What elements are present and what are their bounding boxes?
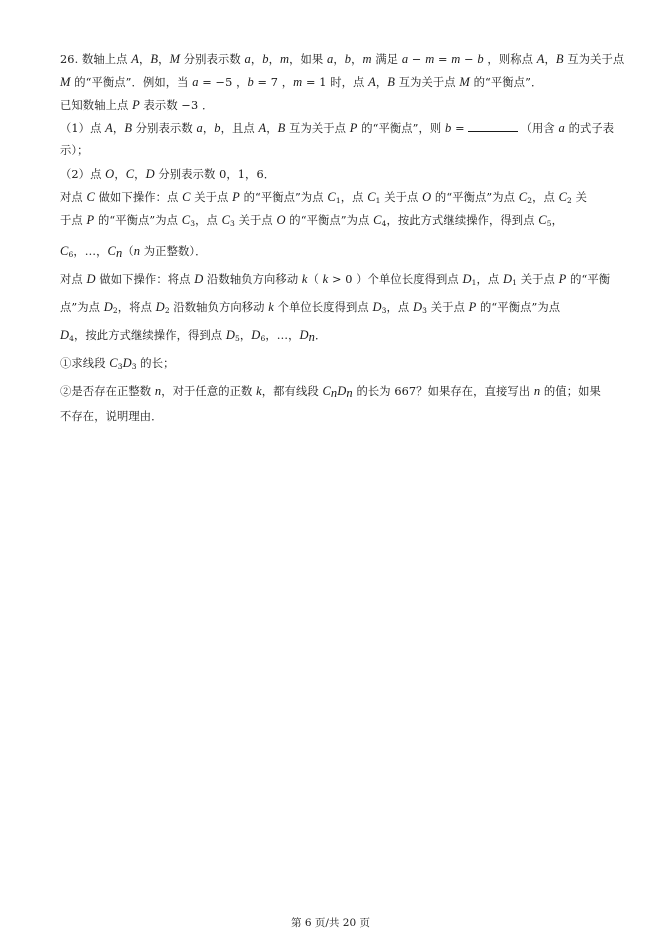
problem-line-3: 已知数轴上点 P 表示数 −3 ． (60, 98, 214, 112)
c-ops-line-3: $C_6$，…，$C_n(n$ 为正整数）． (60, 244, 207, 260)
answer-blank (468, 121, 518, 132)
question-2-line-2: 不存在，说明理由． (60, 410, 163, 423)
part1-line-2: 示）； (60, 144, 89, 157)
page-footer: 第 6 页/共 20 页 (291, 917, 370, 929)
part2-given: （2）点 O，C，D 分别表示数 0，1，6． (60, 167, 276, 181)
c-ops-line-1: 对点 C 做如下操作：点 C 关于点 P 的“平衡点”为点 $C_1$，点 $C_1$ 关于点 O 的“平衡点”为点 $C_2$，点 $C_2$ 关 (60, 190, 587, 205)
part1-line-1: （1）点 A，B 分别表示数 a，b，且点 A，B 互为关于点 P 的“平衡点”，则 b = （用含 a 的式子表 (60, 121, 615, 135)
problem-line-2: M 的“平衡点”．例如，当 a = −5 ，b = 7 ，m = 1 时，点 A，B 互为关于点 M 的“平衡点”． (60, 75, 543, 89)
problem-line-1: 26. 数轴上点 A，B，M 分别表示数 a，b，m，如果 a，b，m 满足 a − m = m − b ，则称点 A，B 互为关于点 (60, 52, 625, 66)
d-ops-line-1: 对点 D 做如下操作：将点 D 沿数轴负方向移动 k（ k > 0 ）个单位长度得到点 $D_1$，点 $D_1$ 关于点 P 的“平衡 (60, 272, 611, 287)
question-2-line-1: ②是否存在正整数 n，对于任意的正数 k，都有线段 $C_nD_n$ 的长为 667？如果存在，直接写出 n 的值；如果 (60, 384, 601, 400)
d-ops-line-3: $D_4$，按此方式继续操作，得到点 $D_5$，$D_6$，…，$D_n$． (60, 328, 327, 344)
question-1: ①求线段 $C_3D_3$ 的长； (60, 356, 175, 371)
d-ops-line-2: 点”为点 $D_2$，将点 $D_2$ 沿数轴负方向移动 k 个单位长度得到点 $D_3$，点 $D_3$ 关于点 P 的“平衡点”为点 (60, 300, 561, 315)
c-ops-line-2: 于点 P 的“平衡点”为点 $C_3$，点 $C_3$ 关于点 O 的“平衡点”为点 $C_4$，按此方式继续操作，得到点 $C_5$， (60, 213, 564, 228)
